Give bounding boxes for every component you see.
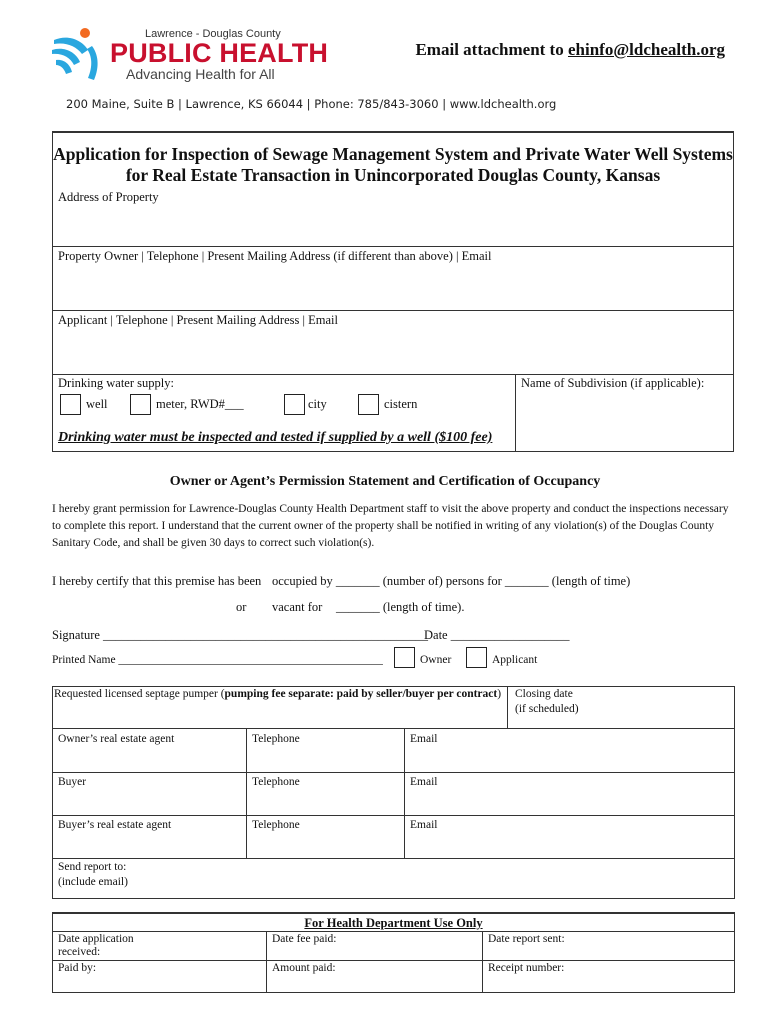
pumper-fee-note: pumping fee separate: paid by seller/buyer per contract [224, 688, 498, 700]
or-text: or [236, 600, 247, 614]
receipt-number-label: Receipt number: [488, 962, 565, 974]
well-label: well [86, 397, 108, 411]
date-line[interactable]: Date ___________________ [424, 628, 570, 642]
cistern-checkbox[interactable] [358, 394, 379, 415]
buyer-email: Email [410, 776, 438, 788]
applicant-field[interactable] [54, 330, 732, 372]
divider [52, 858, 735, 859]
divider [515, 374, 516, 452]
pumper-suffix: ) [497, 688, 502, 700]
paid-by-label: Paid by: [58, 962, 97, 974]
divider [52, 246, 734, 247]
address-of-property-label: Address of Property [58, 190, 159, 204]
health-department-logo [48, 26, 110, 86]
divider [266, 931, 267, 993]
office-use-heading: For Health Department Use Only [304, 916, 483, 930]
address-of-property-field[interactable] [54, 206, 732, 244]
well-checkbox[interactable] [60, 394, 81, 415]
signature-line[interactable]: Signature ____________________________________________________ [52, 628, 429, 642]
vacant-length-text: _______ (length of time). [336, 600, 465, 614]
divider [246, 728, 247, 858]
applicant-checkbox-label: Applicant [492, 654, 538, 666]
closing-date-label-line1: Closing date [515, 688, 573, 700]
permission-text-line1: I hereby grant permission for Lawrence-Douglas County Health Department staff to visit the above property and conduct the inspections necessary [52, 503, 729, 515]
owner-checkbox[interactable] [394, 647, 415, 668]
divider [52, 931, 735, 932]
divider [52, 815, 735, 816]
email-instruction [415, 40, 725, 60]
applicant-label: Applicant | Telephone | Present Mailing Address | Email [58, 313, 338, 327]
email-prefix: Email attachment to [415, 40, 568, 59]
amount-paid-label: Amount paid: [272, 962, 336, 974]
printed-name-line[interactable]: Printed Name ______________________________________________ [52, 654, 383, 666]
vacant-text: vacant for [272, 600, 323, 614]
form-title-line1: Application for Inspection of Sewage Management System and Private Water Well Systems [53, 144, 733, 164]
date-application-label-line2: received: [58, 946, 101, 958]
buyers-agent-label: Buyer’s real estate agent [58, 819, 172, 831]
owners-agent-telephone: Telephone [252, 733, 300, 745]
permission-text-line2: to complete this report. I understand that the current owner of the property shall be notified in writing of any violation(s) of the Douglas County [52, 520, 715, 532]
divider [52, 728, 735, 729]
property-owner-field[interactable] [54, 266, 732, 308]
owner-label: Owner [420, 654, 452, 666]
date-application-label-line1: Date application [58, 933, 134, 945]
city-checkbox[interactable] [284, 394, 305, 415]
closing-date-label-line2: (if scheduled) [515, 703, 579, 715]
org-subtitle: Lawrence - Douglas County [145, 28, 281, 40]
water-testing-notice: Drinking water must be inspected and tested if supplied by a well ($100 fee) [58, 430, 493, 445]
org-name: PUBLIC HEALTH [110, 38, 329, 68]
buyers-agent-telephone: Telephone [252, 819, 300, 831]
divider [52, 374, 734, 375]
email-link[interactable]: ehinfo@ldchealth.org [567, 40, 725, 59]
org-tagline: Advancing Health for All [126, 66, 275, 82]
buyer-telephone: Telephone [252, 776, 300, 788]
property-owner-label: Property Owner | Telephone | Present Mailing Address (if different than above) | Email [58, 249, 492, 263]
send-report-label-line2: (include email) [58, 876, 128, 888]
divider [52, 310, 734, 311]
pumper-prefix: Requested licensed septage pumper ( [54, 688, 225, 700]
permission-heading: Owner or Agent’s Permission Statement and Certification of Occupancy [169, 474, 601, 489]
meter-checkbox[interactable] [130, 394, 151, 415]
subdivision-label: Name of Subdivision (if applicable): [521, 376, 705, 390]
cistern-label: cistern [384, 397, 418, 411]
send-report-label-line1: Send report to: [58, 861, 127, 873]
divider [52, 960, 735, 961]
date-report-sent-label: Date report sent: [488, 933, 565, 945]
contact-address-line: 200 Maine, Suite B | Lawrence, KS 66044 | Phone: 785/843-3060 | www.ldchealth.org [66, 97, 557, 111]
divider [404, 728, 405, 858]
occupied-text: occupied by _______ (number of) persons for _______ (length of time) [272, 574, 631, 588]
city-label: city [308, 397, 327, 411]
divider [52, 772, 735, 773]
divider [507, 686, 508, 728]
permission-text-line3: Sanitary Code, and shall be given 30 days to correct such violation(s). [52, 537, 375, 549]
drinking-water-supply-label: Drinking water supply: [58, 376, 174, 390]
owners-agent-email: Email [410, 733, 438, 745]
applicant-checkbox[interactable] [466, 647, 487, 668]
divider [482, 931, 483, 993]
date-fee-paid-label: Date fee paid: [272, 933, 337, 945]
certify-text: I hereby certify that this premise has been [52, 574, 262, 588]
form-title-line2: for Real Estate Transaction in Unincorporated Douglas County, Kansas [125, 165, 661, 185]
buyer-label: Buyer [58, 776, 87, 788]
owners-agent-label: Owner’s real estate agent [58, 733, 175, 745]
septage-pumper-label [54, 688, 501, 700]
buyers-agent-email: Email [410, 819, 438, 831]
contacts-table [52, 686, 735, 899]
meter-label: meter, RWD#___ [156, 397, 244, 411]
